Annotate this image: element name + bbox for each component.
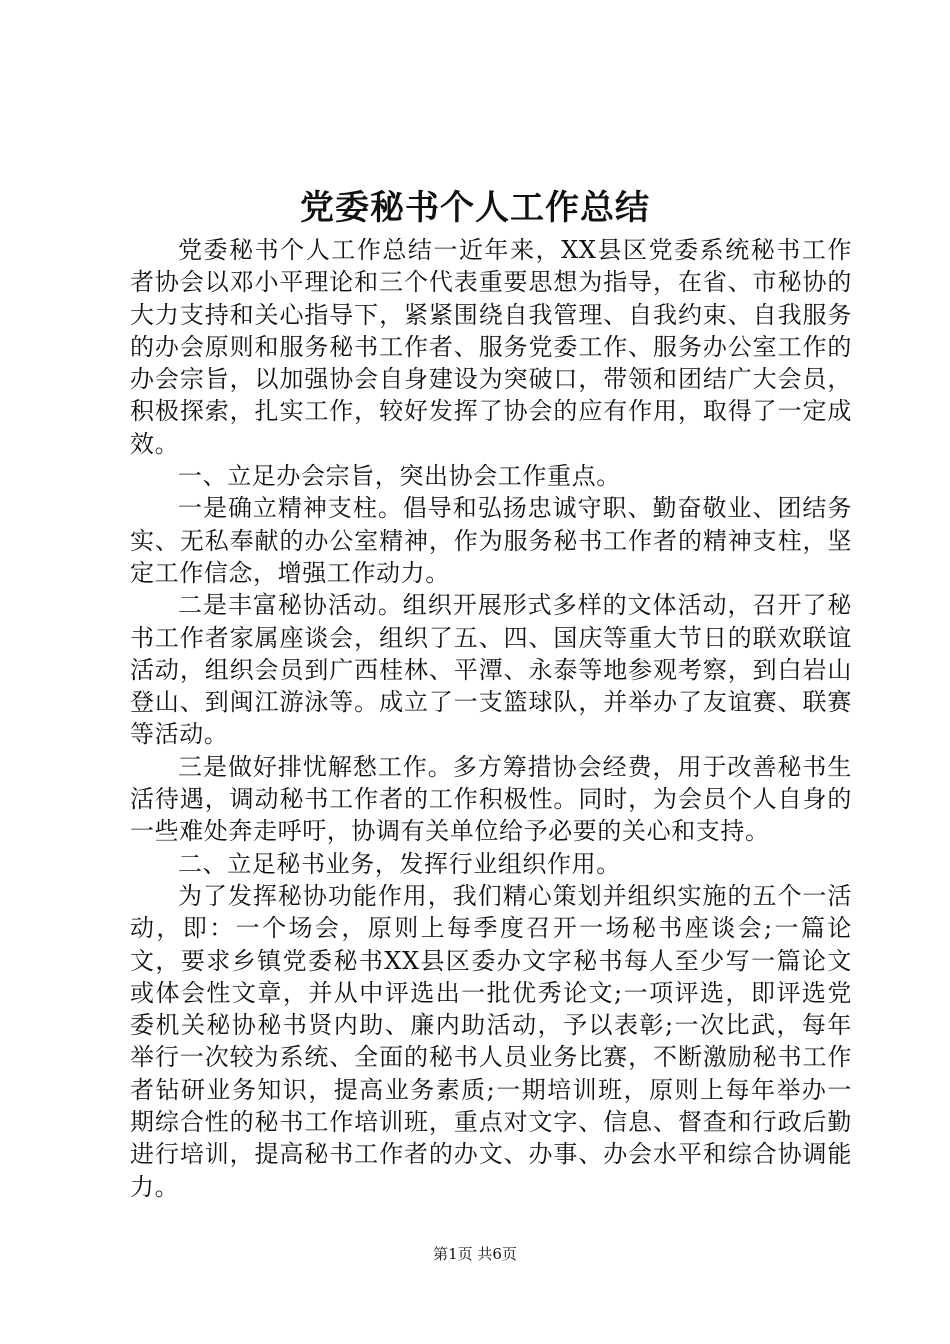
document-body (130, 234, 852, 1203)
paragraph-spirit: 一是确立精神支柱。倡导和弘扬忠诚守职、勤奋敬业、团结务实、无私奉献的办公室精神，作为服务秘书工作者的精神支柱，坚定工作信念，增强工作动力。 (130, 494, 852, 587)
paragraph-five-activities: 为了发挥秘协功能作用，我们精心策划并组织实施的五个一活动，即：一个场会，原则上每季度召开一场秘书座谈会;一篇论文，要求乡镇党委秘书XX县区委办文字秘书每人至少写一篇论文或体会性文章，并从中评选出一批优秀论文;一项评选，即评选党委机关秘协秘书贤内助、廉内助活动，予以表彰;一次比武，每年举行一次较为系统、全面的秘书人员业务比赛，不断激励秘书工作者钻研业务知识，提高业务素质;一期培训班，原则上每年举办一期综合性的秘书工作培训班，重点对文字、信息、督查和行政后勤进行培训，提高秘书工作者的办文、办事、办会水平和综合协调能力。 (130, 881, 852, 1201)
paragraph-activities: 二是丰富秘协活动。组织开展形式多样的文体活动，召开了秘书工作者家属座谈会，组织了五、四、国庆等重大节日的联欢联谊活动，组织会员到广西桂林、平潭、永泰等地参观考察，到白岩山登山、到闽江游泳等。成立了一支篮球队，并举办了友谊赛、联赛等活动。 (130, 591, 852, 749)
page-number: 第1页 共6页 (433, 1245, 517, 1263)
paragraph-welfare: 三是做好排忧解愁工作。多方筹措协会经费，用于改善秘书生活待遇，调动秘书工作者的工作积极性。同时，为会员个人自身的一些难处奔走呼吁，协调有关单位给予必要的关心和支持。 (130, 752, 852, 846)
section-heading-2: 二、立足秘书业务，发挥行业组织作用。 (178, 849, 621, 878)
document-title: 党委秘书个人工作总结 (300, 188, 650, 228)
paragraph-intro: 党委秘书个人工作总结一近年来，XX县区党委系统秘书工作者协会以邓小平理论和三个代表重要思想为指导，在省、市秘协的大力支持和关心指导下，紧紧围绕自我管理、自我约束、自我服务的办会原则和服务秘书工作者、服务党委工作、服务办公室工作的办会宗旨，以加强协会自身建设为突破口，带领和团结广大会员，积极探索，扎实工作，较好发挥了协会的应有作用，取得了一定成效。 (130, 236, 852, 458)
section-heading-1: 一、立足办会宗旨，突出协会工作重点。 (178, 462, 621, 491)
